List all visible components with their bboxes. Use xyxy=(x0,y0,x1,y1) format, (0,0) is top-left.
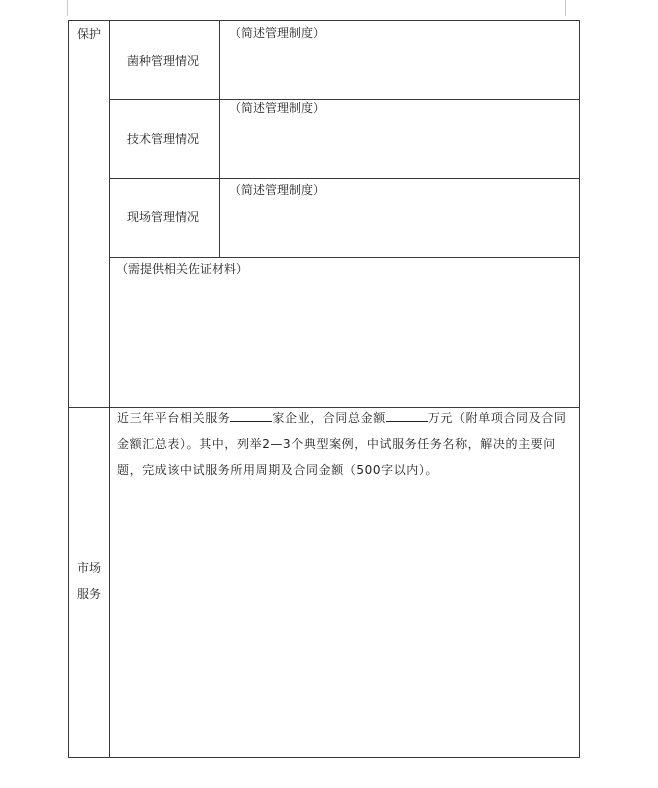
enterprise-count-blank[interactable] xyxy=(230,409,272,422)
crop-mark-top-left xyxy=(67,0,68,16)
site-management-note: （简述管理制度） xyxy=(229,183,326,197)
form-table xyxy=(68,20,580,758)
market-service-description xyxy=(117,405,573,483)
divider-row-2 xyxy=(109,178,579,179)
crop-mark-top-right xyxy=(565,0,566,16)
market-text-part2: 家企业，合同总金额 xyxy=(272,411,386,425)
strain-management-note: （简述管理制度） xyxy=(229,26,326,40)
protection-section-label: 保护 xyxy=(77,27,102,41)
market-service-label xyxy=(69,555,109,607)
market-service-label-line1: 市场 xyxy=(76,561,101,575)
strain-management-label: 菌种管理情况 xyxy=(127,54,200,68)
divider-row-3 xyxy=(109,257,579,258)
divider-row-1 xyxy=(109,99,579,100)
technical-management-note: （简述管理制度） xyxy=(229,101,326,115)
site-management-label: 现场管理情况 xyxy=(127,210,200,224)
technical-management-label: 技术管理情况 xyxy=(127,132,200,146)
market-service-label-line2: 服务 xyxy=(76,587,101,601)
market-text-part1: 近三年平台相关服务 xyxy=(117,411,231,425)
evidence-note: （需提供相关佐证材料） xyxy=(116,262,249,276)
contract-amount-blank[interactable] xyxy=(386,409,428,422)
market-text-part3: 万元（附单项合同及合同金额汇总表）。其中，列举2—3个典型案例，中试服务任务名称，解决的主要问题，完成该中试服务所用周期及合同金额（500字以内）。 xyxy=(117,411,567,477)
divider-left-column xyxy=(109,21,110,757)
divider-sublabel-column xyxy=(219,21,220,257)
